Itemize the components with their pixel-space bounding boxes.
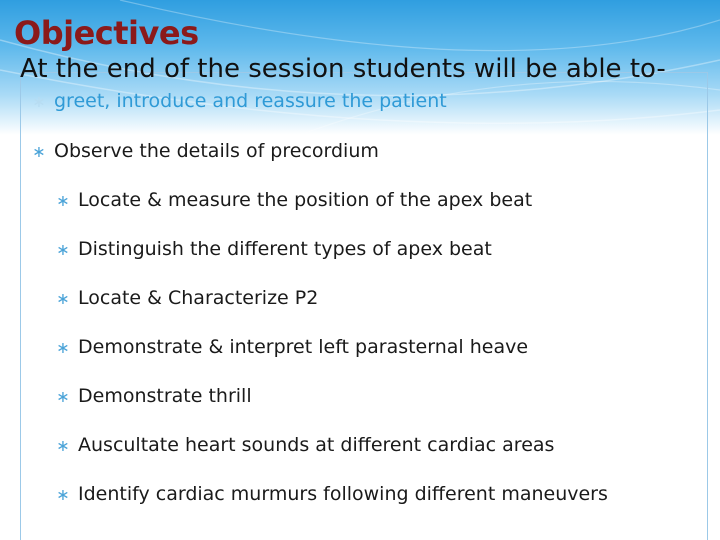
objective-text: Identify cardiac murmurs following different maneuvers [78, 483, 608, 505]
bullet-icon: ∗ [56, 485, 70, 504]
objective-item [54, 287, 318, 309]
objective-text: Observe the details of precordium [54, 140, 379, 162]
objective-item [54, 189, 532, 211]
objective-item [54, 336, 528, 358]
bullet-icon: ∗ [32, 142, 46, 161]
objective-text: Distinguish the different types of apex beat [78, 238, 492, 260]
objective-item [54, 385, 252, 407]
objective-item [30, 90, 447, 112]
bullet-icon: ∗ [56, 191, 70, 210]
objective-text: Locate & measure the position of the apex beat [78, 189, 533, 211]
objective-text: Locate & Characterize P2 [78, 287, 319, 309]
objective-item [54, 238, 492, 260]
objective-item [54, 483, 608, 505]
objective-item [30, 140, 379, 162]
objective-text: greet, introduce and reassure the patient [54, 90, 447, 112]
objective-item [54, 434, 554, 456]
bullet-icon: ∗ [56, 338, 70, 357]
slide-title: Objectives [14, 14, 199, 52]
objective-text: Demonstrate thrill [78, 385, 252, 407]
objective-text: Demonstrate & interpret left parasternal heave [78, 336, 529, 358]
bullet-icon: ∗ [56, 240, 70, 259]
bullet-icon: ∗ [32, 92, 46, 111]
bullet-icon: ∗ [56, 289, 70, 308]
bullet-icon: ∗ [56, 436, 70, 455]
slide-subtitle: At the end of the session students will be able to- [20, 54, 666, 84]
objective-text: Auscultate heart sounds at different cardiac areas [78, 434, 555, 456]
bullet-icon: ∗ [56, 387, 70, 406]
